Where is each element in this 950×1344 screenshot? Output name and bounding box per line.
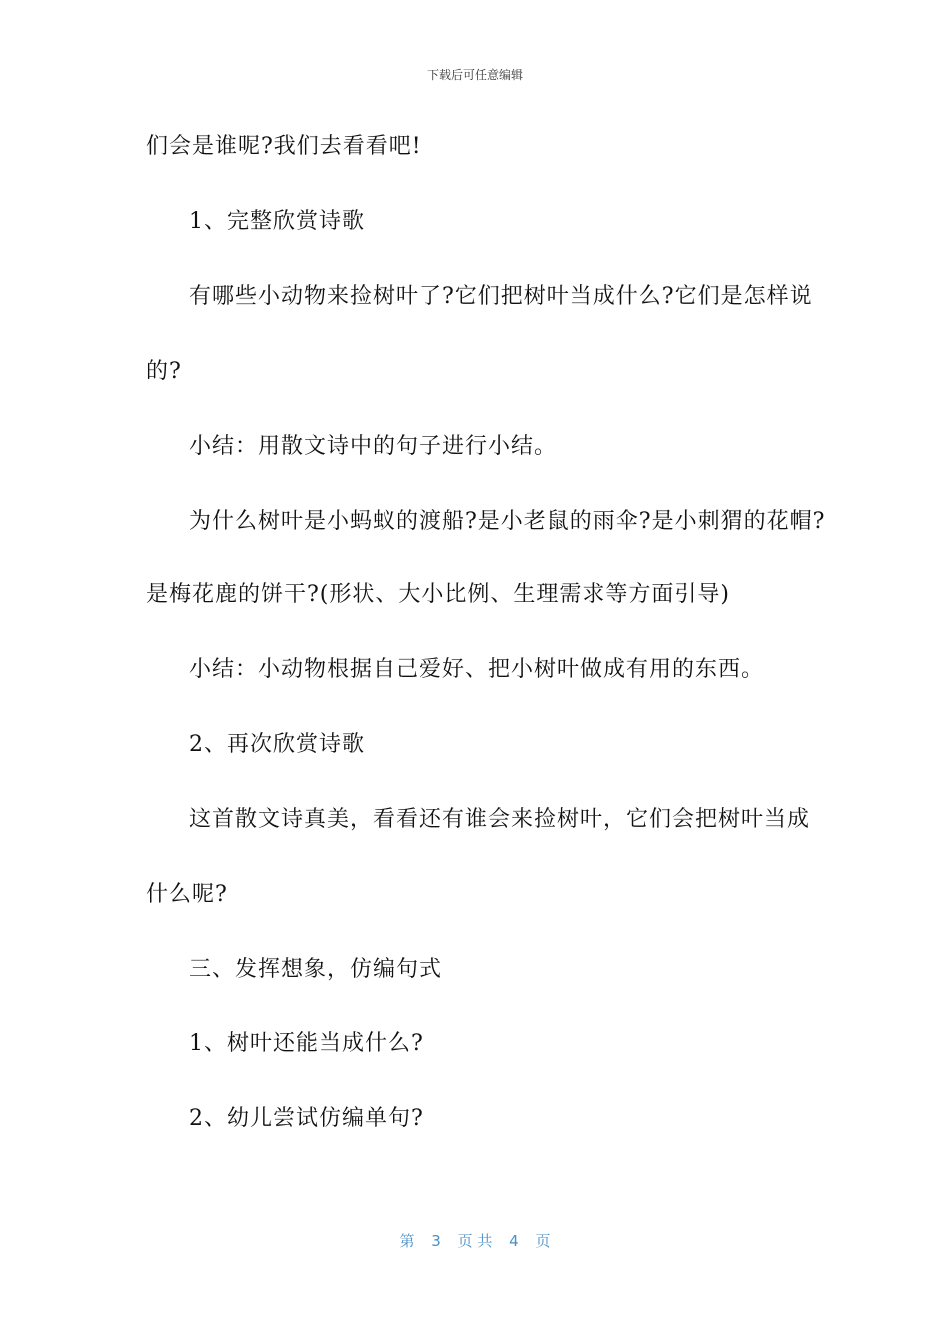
text-line: 这首散文诗真美，看看还有谁会来捡树叶，它们会把树叶当成 <box>189 807 811 832</box>
footer-total-pages: 4 <box>509 1232 519 1250</box>
text-line: 什么呢? <box>146 882 228 907</box>
text-line: 的? <box>146 359 182 384</box>
text-line: 2、再次欣赏诗歌 <box>189 732 365 757</box>
text-line: 2、幼儿尝试仿编单句? <box>189 1106 424 1131</box>
page-header: 下载后可任意编辑 <box>426 68 523 82</box>
page-footer <box>0 1230 950 1251</box>
text-line: 为什么树叶是小蚂蚁的渡船?是小老鼠的雨伞?是小刺猬的花帽? <box>189 509 826 534</box>
text-line: 是梅花鹿的饼干?(形状、大小比例、生理需求等方面引导) <box>146 582 730 607</box>
text-line: 小结：小动物根据自己爱好、把小树叶做成有用的东西。 <box>189 657 765 682</box>
text-line: 有哪些小动物来捡树叶了?它们把树叶当成什么?它们是怎样说 <box>189 284 813 309</box>
footer-current-page: 3 <box>431 1232 441 1250</box>
footer-prefix: 第 <box>399 1232 415 1250</box>
text-line: 三、发挥想象，仿编句式 <box>189 957 443 982</box>
text-line: 们会是谁呢?我们去看看吧! <box>146 134 422 159</box>
footer-suffix: 页 <box>535 1232 551 1250</box>
footer-middle: 页 共 <box>457 1232 493 1250</box>
text-line: 小结：用散文诗中的句子进行小结。 <box>189 434 558 459</box>
text-line: 1、完整欣赏诗歌 <box>189 209 365 234</box>
text-line: 1、树叶还能当成什么? <box>189 1031 424 1056</box>
